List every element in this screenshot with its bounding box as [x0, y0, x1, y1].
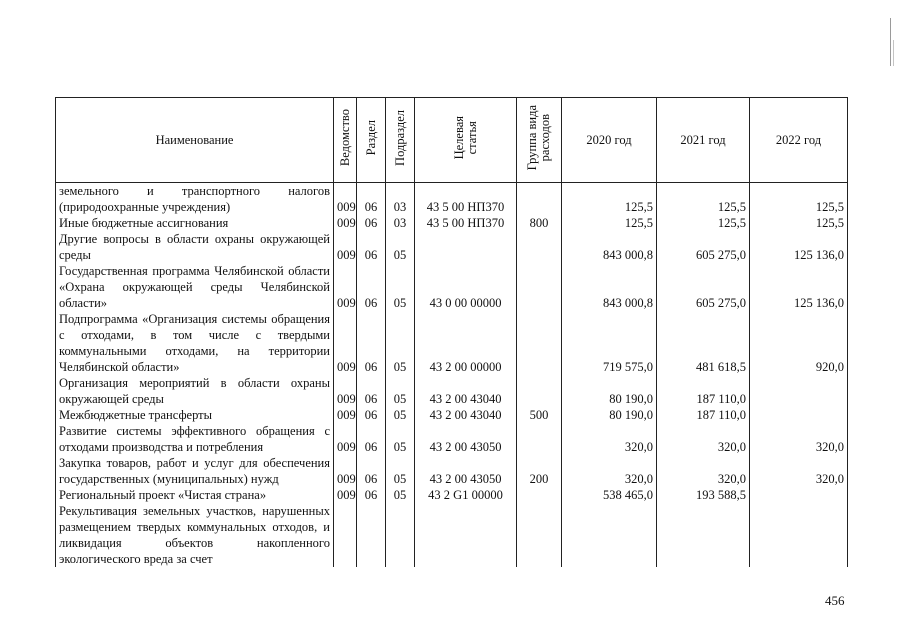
row-2022 — [750, 407, 848, 423]
row-2022 — [750, 503, 848, 567]
row-2021: 193 588,5 — [657, 487, 750, 503]
row-razdel: 06 — [357, 215, 386, 231]
header-vedomstvo: Ведомство — [334, 98, 357, 183]
row-group: 200 — [517, 455, 562, 487]
row-name: Подпрограмма «Организация системы обращения с отходами, в том числе с твердыми коммунальными отходами, на территории Челябинской области» — [56, 311, 334, 375]
table-row — [56, 375, 848, 407]
row-vedomstvo: 009 — [334, 311, 357, 375]
row-name: Другие вопросы в области охраны окружающей среды — [56, 231, 334, 263]
row-podrazdel: 03 — [386, 215, 415, 231]
header-razdel: Раздел — [357, 98, 386, 183]
table-row — [56, 503, 848, 567]
row-podrazdel: 05 — [386, 423, 415, 455]
row-group — [517, 231, 562, 263]
row-2022: 920,0 — [750, 311, 848, 375]
row-group — [517, 503, 562, 567]
row-razdel: 06 — [357, 455, 386, 487]
row-target: 43 2 00 43040 — [415, 375, 517, 407]
row-name: земельного и транспортного налогов (природоохранные учреждения) — [56, 183, 334, 216]
row-razdel: 06 — [357, 311, 386, 375]
table-row — [56, 407, 848, 423]
row-vedomstvo: 009 — [334, 487, 357, 503]
row-target: 43 5 00 НП370 — [415, 215, 517, 231]
table-row — [56, 263, 848, 311]
row-2020: 538 465,0 — [562, 487, 657, 503]
row-podrazdel: 03 — [386, 183, 415, 216]
row-2022: 320,0 — [750, 455, 848, 487]
row-vedomstvo: 009 — [334, 455, 357, 487]
row-podrazdel — [386, 503, 415, 567]
row-razdel: 06 — [357, 487, 386, 503]
scan-edge-mark — [890, 18, 891, 66]
row-2020: 843 000,8 — [562, 231, 657, 263]
row-group — [517, 183, 562, 216]
row-vedomstvo: 009 — [334, 407, 357, 423]
row-name: Иные бюджетные ассигнования — [56, 215, 334, 231]
budget-table — [55, 97, 848, 567]
row-2020: 843 000,8 — [562, 263, 657, 311]
row-2021: 320,0 — [657, 455, 750, 487]
table-row — [56, 183, 848, 216]
row-group — [517, 311, 562, 375]
header-2022: 2022 год — [750, 98, 848, 183]
row-2021: 125,5 — [657, 215, 750, 231]
row-2022: 320,0 — [750, 423, 848, 455]
table-row — [56, 311, 848, 375]
header-podrazdel: Подраздел — [386, 98, 415, 183]
row-group: 500 — [517, 407, 562, 423]
row-razdel: 06 — [357, 407, 386, 423]
row-name: Закупка товаров, работ и услуг для обеспечения государственных (муниципальных) нужд — [56, 455, 334, 487]
row-2022: 125,5 — [750, 215, 848, 231]
row-2021: 320,0 — [657, 423, 750, 455]
row-razdel: 06 — [357, 375, 386, 407]
scan-edge-mark-secondary — [893, 40, 894, 66]
header-2021: 2021 год — [657, 98, 750, 183]
row-vedomstvo: 009 — [334, 423, 357, 455]
table-row — [56, 423, 848, 455]
row-2020: 80 190,0 — [562, 375, 657, 407]
row-target: 43 2 00 43040 — [415, 407, 517, 423]
row-razdel: 06 — [357, 183, 386, 216]
page-number: 456 — [825, 593, 845, 608]
row-vedomstvo — [334, 503, 357, 567]
row-target — [415, 231, 517, 263]
row-podrazdel: 05 — [386, 375, 415, 407]
row-2021: 605 275,0 — [657, 263, 750, 311]
row-2020: 320,0 — [562, 455, 657, 487]
row-vedomstvo: 009 — [334, 375, 357, 407]
row-2020: 320,0 — [562, 423, 657, 455]
row-target: 43 2 G1 00000 — [415, 487, 517, 503]
row-2021: 187 110,0 — [657, 375, 750, 407]
row-2020 — [562, 503, 657, 567]
header-target: Целевая статья — [415, 98, 517, 183]
row-group — [517, 423, 562, 455]
row-group — [517, 263, 562, 311]
row-target: 43 2 00 00000 — [415, 311, 517, 375]
row-2022 — [750, 375, 848, 407]
row-group: 800 — [517, 215, 562, 231]
row-2022: 125 136,0 — [750, 263, 848, 311]
row-target: 43 5 00 НП370 — [415, 183, 517, 216]
table-header-row — [56, 98, 848, 183]
row-target: 43 2 00 43050 — [415, 455, 517, 487]
row-2020: 719 575,0 — [562, 311, 657, 375]
row-2022: 125 136,0 — [750, 231, 848, 263]
row-vedomstvo: 009 — [334, 263, 357, 311]
header-name: Наименование — [56, 98, 334, 183]
row-target — [415, 503, 517, 567]
row-name: Государственная программа Челябинской области «Охрана окружающей среды Челябинской области» — [56, 263, 334, 311]
row-razdel: 06 — [357, 263, 386, 311]
row-vedomstvo: 009 — [334, 215, 357, 231]
row-2020: 125,5 — [562, 183, 657, 216]
row-name: Рекультивация земельных участков, нарушенных размещением твердых коммунальных отходов, и ликвидация объектов накопленного экологического вреда за счет — [56, 503, 334, 567]
row-2022 — [750, 487, 848, 503]
row-name: Организация мероприятий в области охраны окружающей среды — [56, 375, 334, 407]
row-razdel — [357, 503, 386, 567]
row-2021: 187 110,0 — [657, 407, 750, 423]
row-name: Региональный проект «Чистая страна» — [56, 487, 334, 503]
row-2020: 80 190,0 — [562, 407, 657, 423]
row-2021: 605 275,0 — [657, 231, 750, 263]
row-vedomstvo: 009 — [334, 231, 357, 263]
row-name: Межбюджетные трансферты — [56, 407, 334, 423]
row-name: Развитие системы эффективного обращения с отходами производства и потребления — [56, 423, 334, 455]
row-razdel: 06 — [357, 231, 386, 263]
row-2021: 481 618,5 — [657, 311, 750, 375]
row-2020: 125,5 — [562, 215, 657, 231]
row-podrazdel: 05 — [386, 263, 415, 311]
row-target: 43 0 00 00000 — [415, 263, 517, 311]
row-vedomstvo: 009 — [334, 183, 357, 216]
row-target: 43 2 00 43050 — [415, 423, 517, 455]
table-row — [56, 231, 848, 263]
row-podrazdel: 05 — [386, 231, 415, 263]
header-2020: 2020 год — [562, 98, 657, 183]
row-group — [517, 487, 562, 503]
table-row — [56, 215, 848, 231]
table-row — [56, 487, 848, 503]
row-podrazdel: 05 — [386, 455, 415, 487]
row-group — [517, 375, 562, 407]
row-podrazdel: 05 — [386, 407, 415, 423]
row-2021 — [657, 503, 750, 567]
table-row — [56, 455, 848, 487]
row-podrazdel: 05 — [386, 311, 415, 375]
header-group: Группа вида расходов — [517, 98, 562, 183]
row-2022: 125,5 — [750, 183, 848, 216]
row-razdel: 06 — [357, 423, 386, 455]
row-podrazdel: 05 — [386, 487, 415, 503]
row-2021: 125,5 — [657, 183, 750, 216]
